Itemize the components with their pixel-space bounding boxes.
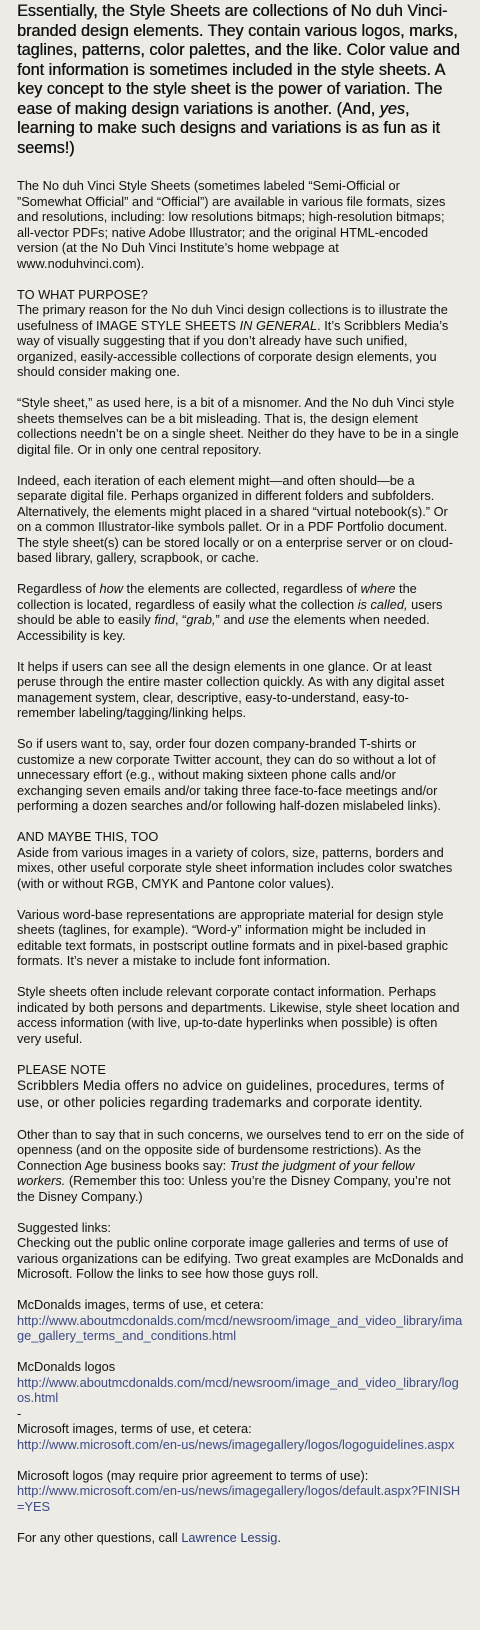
p4-text: , “ [174,612,187,627]
links-intro: Checking out the public online corporate image galleries and terms of use of various organizations can be edifying. Two great examples are McDonalds and Microsoft. Follow the links to see how those guys roll. [17,1235,464,1281]
maybe-heading: AND MAYBE THIS, TOO [17,829,159,844]
mcdonalds-logos-link[interactable]: http://www.aboutmcdonalds.com/mcd/newsroom/image_and_video_library/logos.html [17,1374,459,1405]
link-block-microsoft-logos [17,1468,464,1515]
p4-em-use: use [248,612,269,627]
formats-paragraph: The No duh Vinci Style Sheets (sometimes labeled “Semi-Official or ”Somewhat Official” and “Official”) are available in various file formats, sizes and resolutions, including: low resolutions bitmaps; high-resolution bitmaps; all-vector PDFs; native Adobe Illustrator; and the original HTML-encoded version (at the No Duh Vinci Institute’s home webpage at www.noduhvinci.com). [17,178,446,271]
note-p2-emphasis: Trust the judgment of your fellow workers. [17,1157,415,1188]
note-heading: PLEASE NOTE [17,1061,106,1077]
p4-text: the elements when needed. Accessibility is key. [17,612,430,643]
purpose-paragraph-4 [17,581,464,643]
intro-text: Essentially, the Style Sheets are collections of No duh Vinci-branded design elements. They contain various logos, marks, taglines, patterns, color palettes, and the like. Color value and font information is sometimes included in the style sheets. A key concept to the style sheet is the power of variation. The ease of making design variations is another. (And, [17,2,460,118]
purpose-paragraph-3: Indeed, each iteration of each element might—and often should—be a separate digital file. Perhaps organized in different folders and subfolders. Alternatively, the elements might placed in a shared “virtual notebook(s).” Or on a common Illustrator-like symbols pallet. Or in a PDF Portfolio document. The style sheet(s) can be stored locally or on a enterprise server or on cloud-based library, gallery, scrapbook, or cache. [17,472,454,565]
maybe-paragraph-2: Various word-base representations are appropriate material for design style sheets (taglines, for example). “Word-y” information might be included in editable text formats, in postscript outline formats and in pixel-based graphic formats. It’s never a mistake to include font information. [17,906,449,968]
purpose-paragraph-5: It helps if users can see all the design elements in one glance. Or at least peruse through the entire master collection quickly. As with any digital asset management system, clear, descriptive, easy-to-understand, easy-to-remember labeling/tagging/linking helps. [17,658,445,720]
p4-em-find: find [154,612,175,627]
links-heading: Suggested links: [17,1219,111,1235]
p4-em-grab: grab, [186,612,216,627]
link-block-mcdonalds-logos [17,1359,464,1452]
spacer [17,1452,464,1468]
purpose-p1-text-end: . It’s Scribblers Media’s way of visually suggesting that if you don’t already have such unified, organized, easily-accessible collections of corporate design elements, you should consider making one. [17,317,449,379]
p4-em-where: where [360,581,396,596]
purpose-paragraph-2: “Style sheet,” as used here, is a bit of a misnomer. And the No duh Vinci style sheets themselves can be a bit misleading. That is, the design element collections needn’t be on a single sheet. Neither do they have to be in a single digital file. Or in only one central repository. [17,395,459,457]
note-paragraph-1: Scribblers Media offers no advice on guidelines, procedures, terms of use, or other policies regarding trademarks and corporate identity. [17,1078,445,1110]
purpose-p1-emphasis: IN GENERAL [239,317,318,333]
link-label: McDonalds logos [17,1359,116,1374]
purpose-heading: TO WHAT PURPOSE? [17,286,148,302]
p4-em-called: is called, [357,596,408,612]
mcdonalds-images-link[interactable]: http://www.aboutmcdonalds.com/mcd/newsroom/image_and_video_library/image_gallery_terms_and_conditions.html [17,1312,463,1343]
intro-text-end: , learning to make such designs and variations is as fun as it seems!) [17,99,440,157]
link-block-mcdonalds-images [17,1297,464,1344]
note-p2-text-end: (Remember this too: Unless you’re the Disney Company, you’re not the Disney Company.) [17,1173,451,1204]
microsoft-logos-link[interactable]: http://www.microsoft.com/en-us/news/imagegallery/logos/default.aspx?FINISH=YES [17,1483,461,1514]
link-label: McDonalds images, terms of use, et cetera: [17,1297,264,1312]
lawrence-lessig-link[interactable]: Lawrence Lessig [181,1529,278,1545]
purpose-paragraph-1 [17,302,464,380]
p4-em-how: how [99,581,123,596]
maybe-paragraph-3: Style sheets often include relevant corporate contact information. Perhaps indicated by both persons and departments. Likewise, style sheet location and access information (with live, up-to-date hyperlinks when possible) is often very useful. [17,984,460,1046]
footer-line [17,1530,464,1546]
p4-text: users should be able to easily [17,596,443,627]
intro-paragraph [17,2,464,158]
purpose-p1-text: The primary reason for the No duh Vinci design collections is to illustrate the usefulness of IMAGE STYLE SHEETS [17,302,448,333]
footer-text: For any other questions, call [17,1529,182,1545]
p4-text: ” and [215,612,249,627]
p4-text: the elements are collected, regardless of [123,581,361,596]
intro-emphasis: yes [379,99,405,118]
link-label: Microsoft logos (may require prior agreement to terms of use): [17,1467,369,1483]
p4-text: Regardless of [17,581,100,596]
note-paragraph-2 [17,1127,464,1205]
purpose-paragraph-6: So if users want to, say, order four dozen company-branded T-shirts or customize a new corporate Twitter account, they can do so without a lot of unnecessary effort (e.g., without making sixteen phone calls and/or exchanging seven emails and/or taking three face-to-face meetings and/or performing a dozen searches and/or following half-dozen mislabeled links). [17,736,441,813]
p4-text: the collection is located, regardless of easily what the collection [17,581,417,612]
link-label: Microsoft images, terms of use, et cetera: [17,1421,252,1436]
microsoft-images-link[interactable]: http://www.microsoft.com/en-us/news/imagegallery/logos/logoguidelines.aspx [17,1436,455,1452]
maybe-paragraph-1: Aside from various images in a variety of colors, size, patterns, borders and mixes, other useful corporate style sheet information includes color swatches (with or without RGB, CMYK and Pantone color values). [17,844,453,891]
note-p2-text: Other than to say that in such concerns, we ourselves tend to err on the side of openness (and on the opposite side of burdensome restrictions). As the Connection Age business books say: [17,1126,464,1173]
footer-period: . [277,1529,281,1545]
separator-dash: - [17,1405,22,1421]
